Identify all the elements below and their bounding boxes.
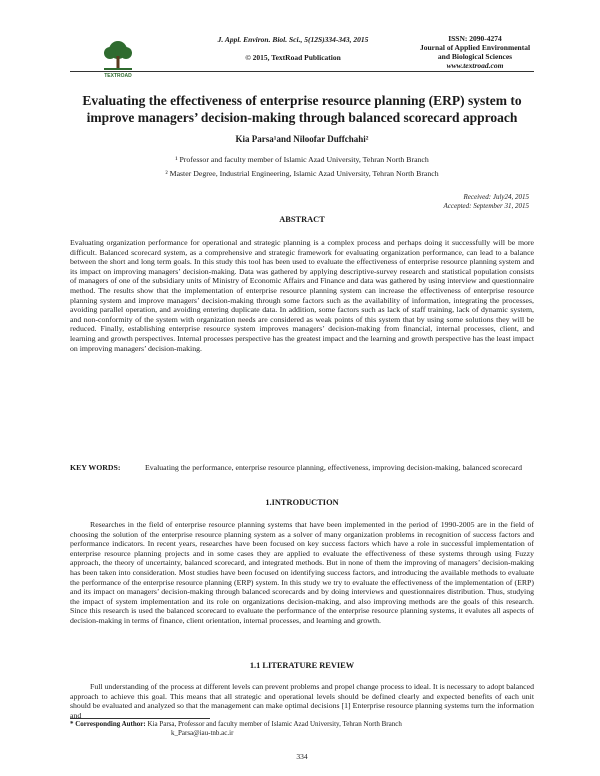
issn: ISSN: 2090-4274	[448, 34, 502, 43]
title-line-2: improve managers’ decision-making through balanced scorecard approach	[86, 110, 518, 125]
keywords	[70, 463, 534, 473]
introduction-text: Researches in the field of enterprise resource planning systems that have been implemented in the period of 1990-2005 are in the field of choosing the solution of the enterprise resource planning system as a solver of many organization problems in recognition of success factors and performance indicators. In recent years, researches have been focused on key success factors which have a role in successful implementation of enterprise resource planning projects and in some cases they are applied to evaluate the effectiveness of these systems through using Fuzzy approach, the theory of uncertainty, balanced scorecard, and integrated methods. But in none of them the improving of managers’ decision-making has been taken into consideration. Most studies have been focused on identifying success factors, and introducing the available methods to evaluate the performance of the enterprise resource planning (ERP) system. In this study we try to evaluate the effectiveness of the implementation of (ERP) and its impact on managers’ decision-making through balanced scorecards and by doing interviews and questionnaires distribution. Thus, studying the impact of system implementation and its role on organizations decision-making, and also improving methods are the goals of this research. Since this research is used the balanced scorecard to evaluate the performance of the enterprise resource planning systems, it evalutes all aspects of decision-making in terms of finance, client orientation, internal processes, and learning and growth.	[70, 520, 534, 625]
literature-review-heading: 1.1 LITERATURE REVIEW	[249, 661, 355, 670]
footnote	[70, 720, 534, 738]
logo-text: TEXTROAD	[104, 73, 132, 79]
dates	[300, 193, 529, 210]
keywords-label: KEY WORDS:	[70, 463, 121, 472]
footnote-rule	[70, 718, 210, 719]
footnote-email: k_Parsa@iau-tnb.ac.ir	[171, 729, 234, 737]
journal-website: www.textroad.com	[446, 61, 504, 70]
page-number: 334	[296, 752, 308, 761]
literature-review-text: Full understanding of the process at different levels can prevent problems and propel change process to ideal. It is necessary to adopt balanced approach to achieve this goal. This means that all strategic and operational levels should be defined clearly and expected benefits of each unit should be evaluated and analyzed so that the management can make optimal decisions [1] Enterprise resource planning systems turn the information and	[70, 682, 534, 720]
abstract-text: Evaluating organization performance for operational and strategic planning is a complex process and perhaps doing it successfully will be more difficult. Balanced scorecard system, as a comprehensive and strategic framework for evaluating organization performance, can lead to a balance between the short and long term goals. In this study this tool has been used to evaluate the effectiveness of enterprise resource planning system and its impact on improving managers’ decision-making. Data was gathered by applying descriptive-survey research and statistical population consists of managers of one of the subsidiary units of Ministry of Economic Affairs and Finance and data was gathered by using interview and questionnaire method. The results show that the implementation of enterprise resource planning system can increase the effectiveness of enterprise resource planning system and improve managers’ decision-making through some factors such as the availability of information, integrating the processes, avoiding parallel operation, and avoiding entering duplicate data. In addition, some factors such as lack of staff training, lack of dynamic system, and non-conformity of the system with organization needs are considered as weak points of this system that by using some solutions they will be reduced. Finally, establishing enterprise resource system improves managers’ decision-making from financial, internal processes, client, and learning and growth perspectives. Internal processes perspective has the greatest impact and the learning and growth perspective has the least impact on improving managers’ decision-making.	[70, 238, 534, 353]
introduction-heading: 1.INTRODUCTION	[265, 498, 339, 507]
keywords-text: Evaluating the performance, enterprise resource planning, effectiveness, improving decision-making, balanced scorecard	[145, 463, 522, 472]
received-date: Received: July24, 2015	[463, 193, 529, 201]
journal-name-line2: and Biological Sciences	[437, 52, 513, 61]
affiliation-1: ¹ Professor and faculty member of Islamic Azad University, Tehran North Branch	[175, 155, 429, 164]
publisher-line: © 2015, TextRoad Publication	[245, 53, 341, 62]
journal-name-line1: Journal of Applied Environmental	[419, 43, 531, 52]
title-line-1: Evaluating the effectiveness of enterprise resource planning (ERP) system to	[82, 93, 522, 108]
abstract-heading: ABSTRACT	[279, 215, 325, 224]
issn-block	[405, 34, 545, 70]
affiliation-2: ² Master Degree, Industrial Engineering, Islamic Azad University, Tehran North Branch	[165, 169, 439, 178]
paper-title	[70, 92, 534, 126]
footnote-text: Kia Parsa, Professor and faculty member of Islamic Azad University, Tehran North Branch	[147, 720, 402, 728]
header-rule	[70, 71, 534, 72]
journal-reference: J. Appl. Environ. Biol. Sci., 5(12S)334-343, 2015	[217, 35, 369, 44]
accepted-date: Accepted: September 31, 2015	[443, 201, 529, 210]
authors: Kia Parsa¹and Niloofar Duffchahi²	[235, 134, 369, 144]
footnote-label: * Corresponding Author:	[70, 720, 146, 728]
textroad-logo	[96, 36, 140, 80]
